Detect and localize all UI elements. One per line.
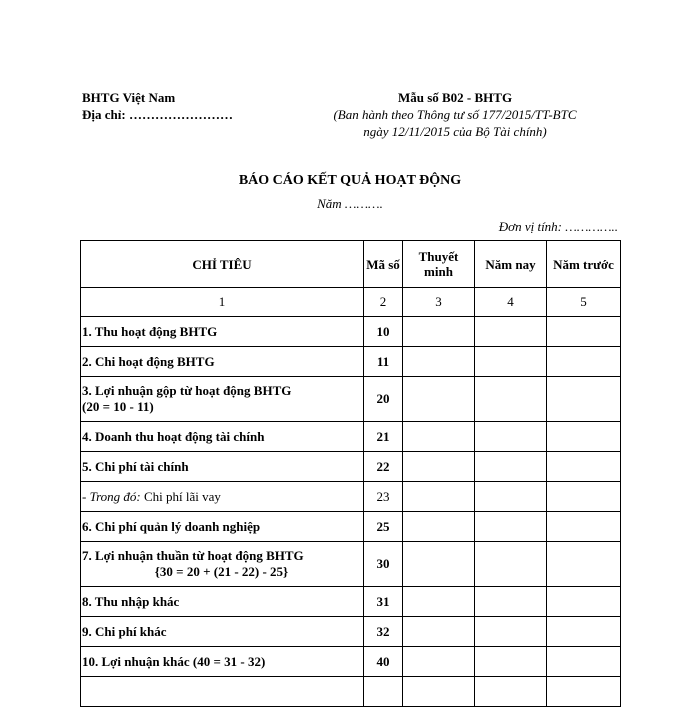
org-block	[82, 89, 233, 123]
table-row	[81, 512, 621, 542]
cell-thuyet-minh	[403, 512, 475, 542]
row-code: 23	[364, 482, 403, 512]
cell-thuyet-minh	[403, 482, 475, 512]
cell-thuyet-minh	[403, 587, 475, 617]
row-code: 32	[364, 617, 403, 647]
cell-nam-truoc	[547, 617, 621, 647]
cell-nam-truoc	[547, 587, 621, 617]
header-thuyet-minh: Thuyết minh	[403, 241, 475, 288]
cell-thuyet-minh	[403, 377, 475, 422]
column-number: 1	[81, 288, 364, 317]
table-row	[81, 347, 621, 377]
report-table	[80, 240, 621, 707]
cell-nam-truoc	[547, 542, 621, 587]
row-label: 10. Lợi nhuận khác (40 = 31 - 32)	[81, 647, 364, 677]
row-label: 9. Chi phí khác	[81, 617, 364, 647]
table-row	[81, 377, 621, 422]
row-label: 6. Chi phí quản lý doanh nghiệp	[81, 512, 364, 542]
cell-nam-truoc	[547, 452, 621, 482]
table-row	[81, 587, 621, 617]
row-label-prefix: -	[82, 488, 90, 504]
cell-thuyet-minh	[403, 347, 475, 377]
cell-thuyet-minh	[403, 617, 475, 647]
table-row	[81, 647, 621, 677]
row-code: 31	[364, 587, 403, 617]
cell-nam-nay	[475, 422, 547, 452]
row-label-italic: Trong đó:	[89, 488, 141, 504]
header-chi-tieu: CHỈ TIÊU	[81, 241, 364, 288]
form-block	[330, 89, 580, 140]
row-code: 10	[364, 317, 403, 347]
column-number: 3	[403, 288, 475, 317]
cell-nam-nay	[475, 542, 547, 587]
row-label: 1. Thu hoạt động BHTG	[81, 317, 364, 347]
row-code: 22	[364, 452, 403, 482]
row-label: 7. Lợi nhuận thuần từ hoạt động BHTG	[82, 548, 304, 563]
cell-nam-truoc	[547, 422, 621, 452]
report-unit: Đơn vị tính: …………..	[498, 219, 618, 234]
column-number: 2	[364, 288, 403, 317]
row-label: 2. Chi hoạt động BHTG	[81, 347, 364, 377]
table-row	[81, 422, 621, 452]
table-row	[81, 542, 621, 587]
row-code: 30	[364, 542, 403, 587]
cell-nam-nay	[475, 317, 547, 347]
form-note: (Ban hành theo Thông tư số 177/2015/TT-BTC ngày 12/11/2015 của Bộ Tài chính)	[333, 107, 577, 139]
row-code: 20	[364, 377, 403, 422]
row-label-formula: (20 = 10 - 11)	[82, 399, 154, 414]
row-label-cell	[81, 377, 364, 422]
row-code: 40	[364, 647, 403, 677]
row-label-cell	[81, 542, 364, 587]
form-code: Mẫu số B02 - BHTG	[397, 90, 513, 105]
header-nam-nay: Năm nay	[475, 241, 547, 288]
cell-thuyet-minh	[403, 452, 475, 482]
table-header-row	[81, 241, 621, 288]
cell-nam-nay	[475, 617, 547, 647]
org-address: Địa chỉ: ……………………	[82, 107, 233, 122]
header-nam-truoc: Năm trước	[547, 241, 621, 288]
cell-thuyet-minh	[403, 647, 475, 677]
cell-nam-nay	[475, 512, 547, 542]
cell-thuyet-minh	[403, 422, 475, 452]
cell-nam-nay	[475, 452, 547, 482]
cell-nam-truoc	[547, 647, 621, 677]
cell-nam-truoc	[547, 317, 621, 347]
table-row	[81, 452, 621, 482]
header-ma-so: Mã số	[364, 241, 403, 288]
row-label-rest: Chi phí lãi vay	[140, 488, 221, 504]
row-label: 3. Lợi nhuận gộp từ hoạt động BHTG	[82, 383, 292, 398]
cell-continued	[475, 677, 547, 707]
cell-thuyet-minh	[403, 542, 475, 587]
table-row	[81, 317, 621, 347]
cell-continued	[403, 677, 475, 707]
column-number: 5	[547, 288, 621, 317]
cell-nam-nay	[475, 587, 547, 617]
cell-nam-truoc	[547, 377, 621, 422]
column-number: 4	[475, 288, 547, 317]
row-label-formula: {30 = 20 + (21 - 22) - 25}	[154, 564, 289, 579]
cell-nam-nay	[475, 347, 547, 377]
row-label: 8. Thu nhập khác	[81, 587, 364, 617]
cell-continued	[364, 677, 403, 707]
report-year: Năm ……….	[317, 196, 383, 211]
report-title: BÁO CÁO KẾT QUẢ HOẠT ĐỘNG	[238, 173, 462, 188]
table-row-continued	[81, 677, 621, 707]
row-label: 5. Chi phí tài chính	[81, 452, 364, 482]
cell-continued	[547, 677, 621, 707]
org-name: BHTG Việt Nam	[82, 90, 176, 105]
table-row	[81, 482, 621, 512]
cell-thuyet-minh	[403, 317, 475, 347]
row-code: 25	[364, 512, 403, 542]
cell-nam-truoc	[547, 482, 621, 512]
row-code: 11	[364, 347, 403, 377]
cell-nam-truoc	[547, 347, 621, 377]
row-label: 4. Doanh thu hoạt động tài chính	[81, 422, 364, 452]
row-label-cell	[81, 482, 364, 512]
cell-continued	[81, 677, 364, 707]
cell-nam-truoc	[547, 512, 621, 542]
cell-nam-nay	[475, 647, 547, 677]
table-row	[81, 617, 621, 647]
row-code: 21	[364, 422, 403, 452]
column-number-row	[81, 288, 621, 317]
cell-nam-nay	[475, 482, 547, 512]
cell-nam-nay	[475, 377, 547, 422]
